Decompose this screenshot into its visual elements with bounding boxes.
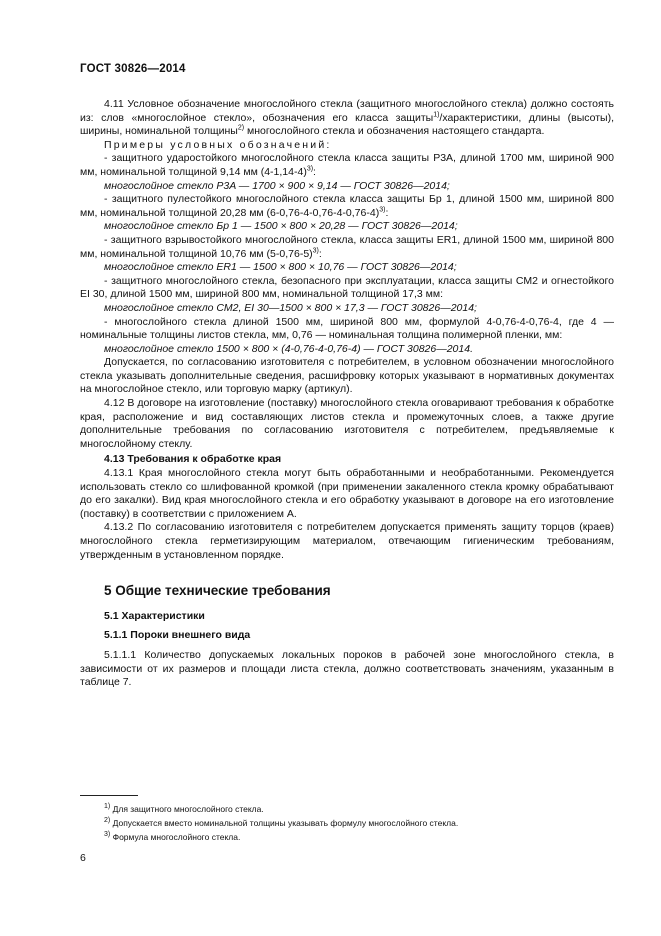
example-5: - многослойного стекла длиной 1500 мм, шириной 800 мм, формулой 4-0,76-4-0,76-4, где 4 — номинальные толщины листов стекла, мм, 0,76 — номинальная толщина полимерной пленки, мм:: [80, 315, 614, 342]
clause-4-11: 4.11 Условное обозначение многослойного стекла (защитного многослойного стекла) должно состоять из: слов «многослойное стекло», обозначения его класса защиты$^{1)}$/характеристики, длины (высоты), ширины, номинальной толщины$^{2)}$ многослойного стекла и обозначения настоящего стандарта.: [80, 98, 615, 138]
examples-heading: Примеры условных обозначений:: [104, 138, 332, 151]
example-3: - защитного взрывостойкого многослойного стекла, класса защиты ER1, длиной 1500 мм, шириной 800 мм, номинальной толщиной 10,76 мм $(5-0,76-5)^{3)}$:: [80, 233, 614, 260]
example-1: - защитного ударостойкого многослойного стекла класса защиты P3A, длиной 1700 мм, шириной 900 мм, номинальной толщиной 9,14 мм $(4-1,14-4)^{3)}$:: [80, 152, 614, 178]
clause-4-13-2: 4.13.2 По согласованию изготовителя с потребителем допускается применять защиту торцов (краев) многослойного стекла герметизирующим материалом, отвечающим гигиеническим требованиям, утвержденным в установленном порядке.: [80, 521, 614, 561]
footnote-1: $^{1)}$ Для защитного многослойного стекла.: [104, 803, 264, 814]
additional-info-paragraph: Допускается, по согласованию изготовителя с потребителем, в условном обозначении многослойного стекла указывать дополнительные сведения, расшифровку которых указывают в нормативных документах на многослойное стекло, или торговую марку (артикул).: [80, 356, 614, 396]
example-5-designation: многослойное стекло 1500 × 800 × (4-0,76-4-0,76-4) — ГОСТ 30826—2014.: [104, 342, 473, 355]
example-4: - защитного многослойного стекла, безопасного при эксплуатации, класса защиты СМ2 и огнестойкого EI 30, длиной 1500 мм, шириной 800 мм, номинальной толщиной 17,3 мм:: [80, 274, 614, 301]
example-1-designation: многослойное стекло P3A — 1700 × 900 × 9,14 — ГОСТ 30826—2014;: [104, 179, 450, 192]
document-header: ГОСТ 30826—2014: [80, 63, 186, 75]
example-2: - защитного пулестойкого многослойного стекла класса защиты Бр 1, длиной 1500 мм, шириной 800 мм, номинальной толщиной 20,28 мм $(6-0,76-4-0,76-4-0,76-4)^{3)}$:: [80, 193, 614, 219]
clause-5-1-1-1: 5.1.1.1 Количество допускаемых локальных пороков в рабочей зоне многослойного стекла, в зависимости от их размеров и площади листа стекла, должно соответствовать значениям, указанным в таблице 7.: [80, 648, 614, 689]
page-number: 6: [80, 852, 86, 864]
subsection-5-1-1-title: 5.1.1 Пороки внешнего вида: [104, 629, 251, 642]
clause-4-13-1: 4.13.1 Края многослойного стекла могут быть обработанными и необработанными. Рекомендуется использовать стекло со шлифованной кромкой (при применении закаленного стекла кромку обрабатывают до его закалки). Вид края многослойного стекла и его обработку указывают в договоре на его изготовление (поставку) в соответствии с приложением А.: [80, 467, 614, 520]
section-5-title: 5 Общие технические требования: [104, 583, 331, 599]
example-4-designation: многослойное стекло СМ2, EI 30—1500 × 800 × 17,3 — ГОСТ 30826—2014;: [104, 301, 477, 314]
clause-4-13-heading: 4.13 Требования к обработке края: [104, 453, 282, 466]
example-3-designation: многослойное стекло ER1 — 1500 × 800 × 10,76 — ГОСТ 30826—2014;: [104, 261, 457, 274]
example-2-designation: многослойное стекло Бр 1 — 1500 × 800 × 20,28 — ГОСТ 30826—2014;: [104, 220, 458, 233]
footnote-2: $^{2)}$ Допускается вместо номинальной толщины указывать формулу многослойного стекла.: [104, 817, 459, 828]
footnote-separator: [80, 795, 138, 796]
footnote-3: $^{3)}$ Формула многослойного стекла.: [104, 831, 241, 842]
subsection-5-1-title: 5.1 Характеристики: [104, 609, 205, 622]
clause-4-12: 4.12 В договоре на изготовление (поставку) многослойного стекла оговаривают требования к обработке края, расположение и вид составляющих листов стекла и промежуточных слоев, а также другие дополнительные требования по согласованию изготовителя с потребителем, предъявляемые к многослойному стеклу.: [80, 397, 614, 450]
document-body: [80, 98, 614, 690]
footnotes: [104, 802, 604, 844]
